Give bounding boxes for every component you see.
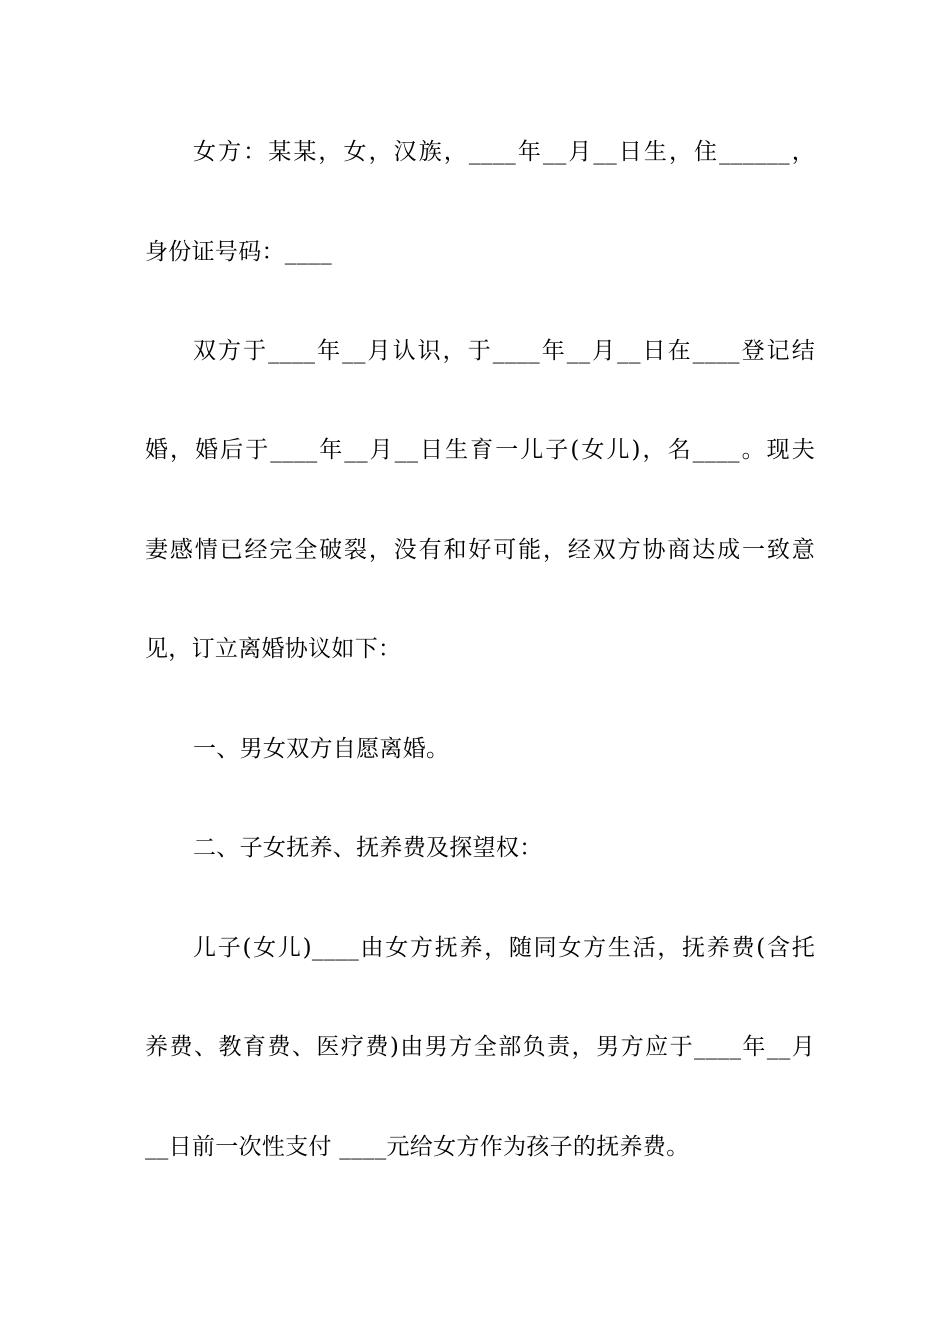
text-line-id-number: 身份证号码：____: [145, 239, 332, 265]
text-line-relationship-breakdown: 妻感情已经完全破裂，没有和好可能，经双方协商达成一致意: [145, 537, 815, 563]
clause-two-heading: 二、子女抚养、抚养费及探望权：: [193, 835, 543, 861]
text-line-support-costs: 养费、教育费、医疗费)由男方全部负责，男方应于____年__月: [145, 1034, 815, 1060]
text-line-support-payment: __日前一次性支付 ____元给女方作为孩子的抚养费。: [145, 1134, 690, 1160]
text-line-marriage-registration: 双方于____年__月认识，于____年__月__日在____登记结: [193, 338, 815, 364]
text-line-child-birth: 婚，婚后于____年__月__日生育一儿子(女儿)，名____。现夫: [145, 437, 815, 463]
text-line-custody: 儿子(女儿)____由女方抚养，随同女方生活，抚养费(含托: [193, 935, 815, 961]
text-line-female-party: 女方：某某，女，汉族，____年__月__日生，住______，: [193, 139, 815, 165]
text-line-agreement-intro: 见，订立离婚协议如下：: [145, 636, 402, 662]
clause-one: 一、男女双方自愿离婚。: [193, 736, 450, 762]
